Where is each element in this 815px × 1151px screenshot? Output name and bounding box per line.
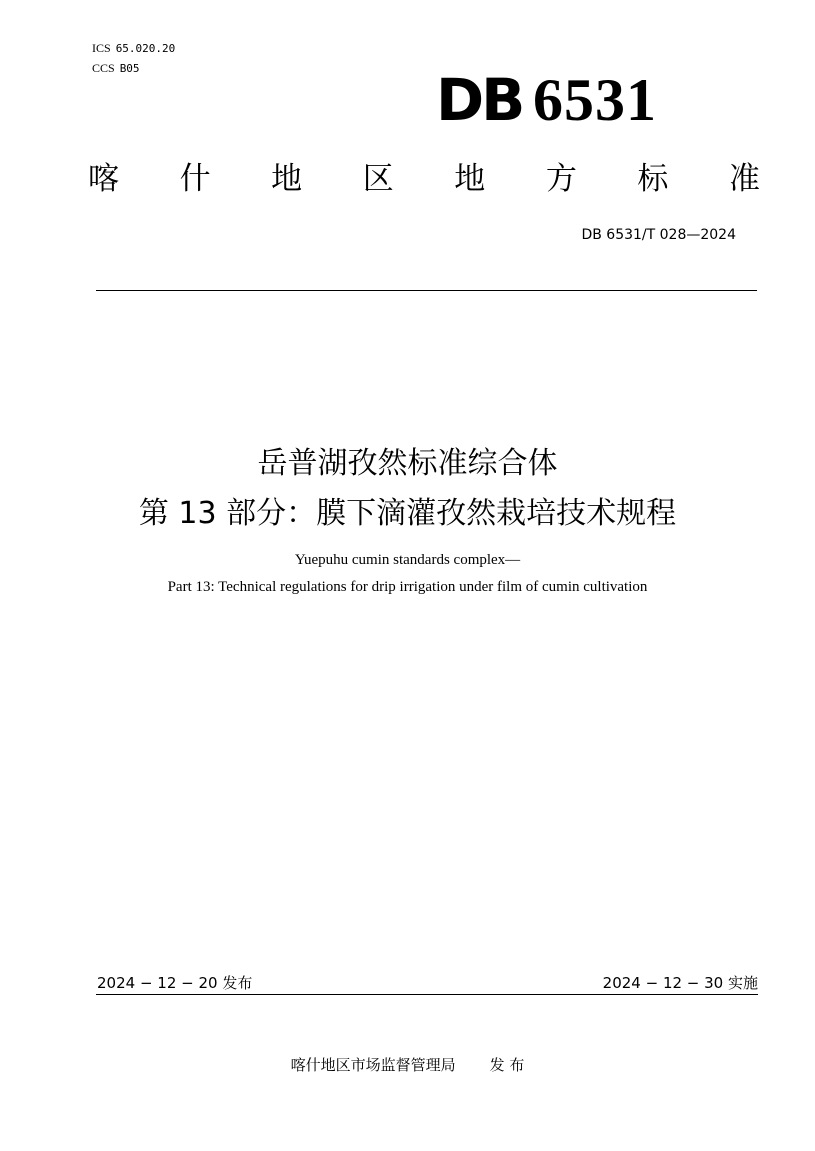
standard-type-char: 地 bbox=[271, 161, 303, 197]
implementation-date: 2024 − 12 − 30 实施 bbox=[602, 974, 758, 992]
title-zh-line2: 第 13 部分：膜下滴灌孜然栽培技术规程 bbox=[138, 496, 677, 531]
standard-type-char: 区 bbox=[362, 161, 394, 197]
publisher-name: 喀什地区市场监督管理局 bbox=[290, 1056, 456, 1074]
standard-type-char: 喀 bbox=[88, 161, 119, 197]
ics-line bbox=[92, 41, 175, 56]
db-number: 6531 bbox=[533, 67, 657, 133]
ccs-line bbox=[92, 61, 140, 76]
ccs-label: CCS bbox=[92, 61, 115, 75]
ics-label: ICS bbox=[92, 41, 111, 55]
db-mark: DB bbox=[436, 66, 523, 134]
standard-type-char: 什 bbox=[179, 161, 211, 197]
header-divider bbox=[96, 290, 757, 291]
standard-type-title bbox=[88, 160, 760, 198]
publisher-action: 发 布 bbox=[489, 1056, 525, 1074]
issue-date: 2024 − 12 − 20 发布 bbox=[97, 974, 253, 992]
title-en-line1: Yuepuhu cumin standards complex— bbox=[294, 552, 521, 568]
ccs-code: B05 bbox=[119, 62, 140, 75]
standard-type-char: 地 bbox=[454, 161, 486, 197]
standard-number: DB 6531/T 028—2024 bbox=[581, 227, 736, 243]
standard-type-char: 方 bbox=[545, 161, 577, 197]
standard-type-char: 准 bbox=[728, 161, 760, 197]
standard-type-char: 标 bbox=[637, 161, 669, 197]
title-en-line2: Part 13: Technical regulations for drip irrigation under film of cumin cultivation bbox=[167, 579, 648, 595]
title-zh-line1: 岳普湖孜然标准综合体 bbox=[257, 446, 558, 481]
ics-code: 65.020.20 bbox=[115, 42, 176, 55]
publisher-line bbox=[0, 1055, 815, 1075]
footer-divider bbox=[96, 994, 758, 995]
